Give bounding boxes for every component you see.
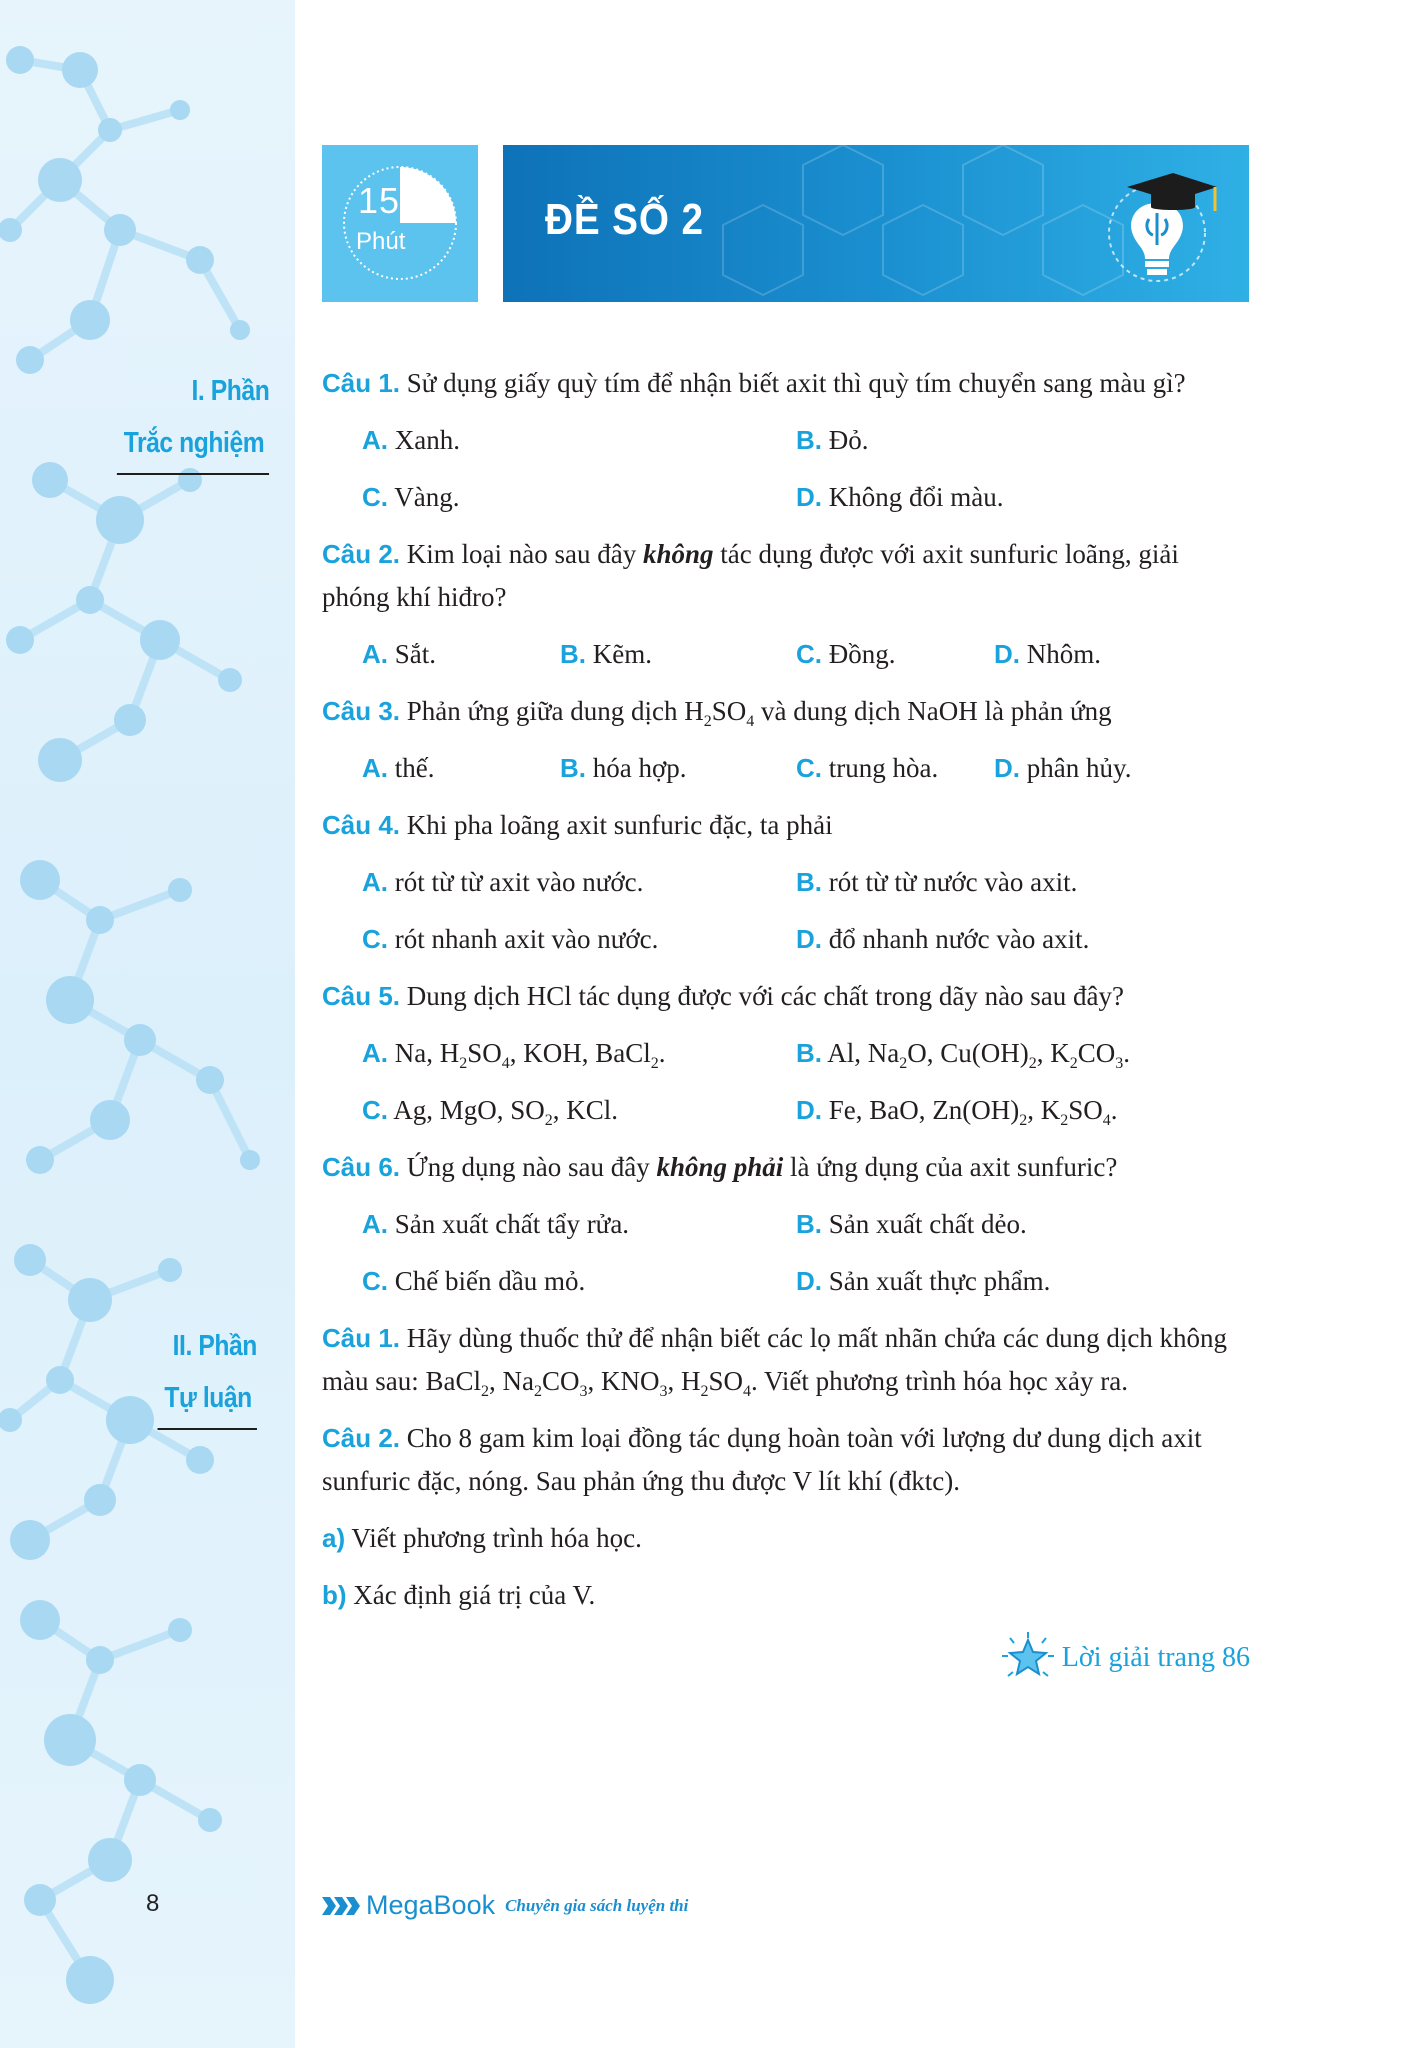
section-multiple-choice: I. Phần Trắc nghiệm xyxy=(117,365,269,475)
mc-2-options xyxy=(362,633,1250,676)
star-icon xyxy=(1000,1630,1056,1686)
megabook-logo-icon xyxy=(322,1895,362,1917)
timer-number: 15 xyxy=(358,180,401,221)
option-b[interactable]: B. Sản xuất chất dẻo. xyxy=(796,1209,1027,1239)
option-b[interactable]: B. Al, $Na_2O$, $Cu(OH)_2$, $K_2CO_3$. xyxy=(796,1038,1131,1072)
option-a[interactable]: A. Xanh. xyxy=(362,425,460,455)
graduation-lightbulb-icon xyxy=(1087,153,1227,293)
mc-question-5: Câu 5. Dung dịch HCl tác dụng được với các chất trong dãy nào sau đây? xyxy=(322,981,1125,1011)
option-a[interactable]: A. rót từ từ axit vào nước. xyxy=(362,867,644,897)
mc-4-options-row2 xyxy=(362,918,1250,961)
option-d[interactable]: D. đổ nhanh nước vào axit. xyxy=(796,924,1090,954)
mc-question-4: Câu 4. Khi pha loãng axit sunfuric đặc, ta phải xyxy=(322,810,833,840)
option-b[interactable]: B. Đỏ. xyxy=(796,425,869,455)
option-d[interactable]: D. Không đổi màu. xyxy=(796,482,1004,512)
essay-2-part-b: b) Xác định giá trị của V. xyxy=(322,1580,596,1610)
mc-5-options-row2 xyxy=(362,1089,1250,1132)
option-c[interactable]: C. Chế biến dầu mỏ. xyxy=(362,1266,586,1296)
timer-box xyxy=(322,145,478,302)
option-c[interactable]: C. trung hòa. xyxy=(796,753,939,783)
mc-6-options-row2 xyxy=(362,1260,1250,1303)
mc-question-1: Câu 1. Sử dụng giấy quỳ tím để nhận biết axit thì quỳ tím chuyển sang màu gì? xyxy=(322,368,1186,398)
option-b[interactable]: B. rót từ từ nước vào axit. xyxy=(796,867,1078,897)
option-a[interactable]: A. Na, $H_2SO_4$, KOH, BaCl$_2$. xyxy=(362,1038,666,1072)
option-d[interactable]: D. Nhôm. xyxy=(994,639,1101,669)
mc-1-options-row2 xyxy=(362,476,1250,519)
mc-1-options xyxy=(362,419,1250,462)
mc-4-options xyxy=(362,861,1250,904)
timer-clock-icon xyxy=(322,145,478,302)
option-c[interactable]: C. Vàng. xyxy=(362,482,460,512)
page-title: ĐỀ SỐ 2 xyxy=(545,195,704,244)
option-c[interactable]: C. Đồng. xyxy=(796,639,896,669)
mc-question-6: Câu 6. Ứng dụng nào sau đây không phải là ứng dụng của axit sunfuric? xyxy=(322,1152,1118,1182)
mc-question-2: Câu 2. Kim loại nào sau đây không tác dụng được với axit sunfuric loãng, giải phóng khí hiđro? xyxy=(322,539,1179,612)
mc-3-options xyxy=(362,747,1250,790)
molecule-pattern-icon xyxy=(0,0,295,2048)
molecule-sidebar xyxy=(0,0,295,2048)
option-c[interactable]: C. rót nhanh axit vào nước. xyxy=(362,924,659,954)
question-content xyxy=(322,362,1250,1631)
option-a[interactable]: A. Sản xuất chất tẩy rửa. xyxy=(362,1209,630,1239)
option-d[interactable]: D. Fe, BaO, $Zn(OH)_2$, $K_2SO_4$. xyxy=(796,1095,1118,1129)
option-a[interactable]: A. thế. xyxy=(362,753,435,783)
timer-unit: Phút xyxy=(356,228,406,255)
option-d[interactable]: D. Sản xuất thực phẩm. xyxy=(796,1266,1051,1296)
mc-6-options xyxy=(362,1203,1250,1246)
section-essay: II. Phần Tự luận xyxy=(158,1320,257,1430)
footer-brand: MegaBook Chuyên gia sách luyện thi xyxy=(322,1890,688,1921)
solution-reference[interactable]: Lời giải trang 86 xyxy=(1000,1630,1250,1686)
title-banner xyxy=(503,145,1249,302)
essay-2-part-a: a) Viết phương trình hóa học. xyxy=(322,1523,642,1553)
option-c[interactable]: C. Ag, MgO, $SO_2$, KCl. xyxy=(362,1095,619,1129)
option-d[interactable]: D. phân hủy. xyxy=(994,753,1132,783)
mc-question-3: Câu 3. Phản ứng giữa dung dịch $H_2SO_4$ và dung dịch NaOH là phản ứng xyxy=(322,696,1112,730)
option-a[interactable]: A. Sắt. xyxy=(362,639,437,669)
page-number: 8 xyxy=(146,1890,160,1917)
essay-question-1: Câu 1. Hãy dùng thuốc thử để nhận biết các lọ mất nhãn chứa các dung dịch không màu sau: BaCl$_2$, $Na_2CO_3$, $KNO_3$, $H_2SO_4$. Viết phương trình hóa học xảy ra. xyxy=(322,1323,1228,1400)
mc-5-options xyxy=(362,1032,1250,1075)
option-b[interactable]: B. hóa hợp. xyxy=(560,753,687,783)
essay-question-2: Câu 2. Cho 8 gam kim loại đồng tác dụng hoàn toàn với lượng dư dung dịch axit sunfuric đặc, nóng. Sau phản ứng thu được V lít khí (đktc). xyxy=(322,1423,1202,1496)
option-b[interactable]: B. Kẽm. xyxy=(560,639,652,669)
